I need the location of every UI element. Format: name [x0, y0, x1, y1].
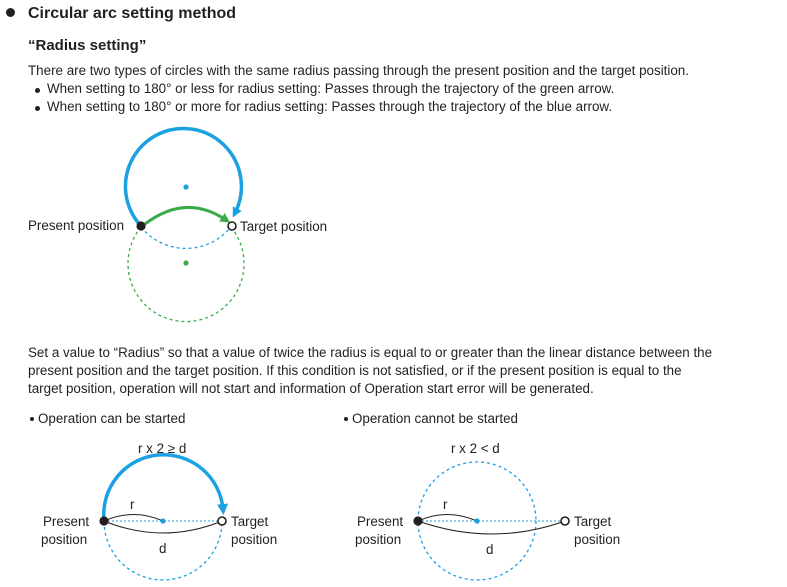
section-title: Circular arc setting method	[28, 5, 237, 22]
blue-circle-dashed-arc	[141, 227, 231, 248]
present-position-label: Present position	[28, 218, 125, 233]
ok-target-point	[218, 517, 226, 525]
bullet-item-blue: When setting to 180° or more for radius setting: Passes through the trajectory of the blue arrow.	[47, 99, 613, 114]
case-ok-d-label: d	[159, 541, 167, 556]
condition-paragraph-line-1: Set a value to “Radius” so that a value of twice the radius is equal to or greater than the linear distance between the	[28, 345, 713, 360]
bullet-dot-icon	[30, 417, 34, 421]
subsection-title: “Radius setting”	[28, 37, 147, 54]
ng-r-bracket	[418, 515, 477, 522]
case-ok-present-label-2: position	[41, 532, 88, 547]
ok-r-bracket	[104, 515, 163, 522]
case-ok-r-label: r	[130, 497, 135, 512]
bullet-item-green: When setting to 180° or less for radius setting: Passes through the trajectory of the green arrow.	[47, 81, 615, 96]
ok-blue-arc-arrow	[104, 455, 223, 520]
case-ng-target-label-2: position	[574, 532, 621, 547]
blue-arc-arrow	[125, 128, 241, 226]
ok-present-point	[99, 516, 108, 525]
intro-text: There are two types of circles with the same radius passing through the present position and the target position.	[28, 63, 689, 78]
case-ng-heading: Operation cannot be started	[352, 411, 519, 426]
ng-d-bracket	[418, 521, 565, 534]
case-ok-target-label-1: Target	[231, 514, 269, 529]
case-ng-formula: r x 2 < d	[451, 441, 500, 456]
ng-center-dot	[474, 518, 479, 523]
target-position-label: Target position	[240, 219, 328, 234]
condition-paragraph-line-2: present position and the target position. If this condition is not satisfied, or if the present position is equal to the	[28, 363, 682, 378]
green-center-dot	[183, 260, 188, 265]
present-position-point	[136, 221, 145, 230]
green-circle-dashed-arc	[128, 227, 244, 322]
ok-center-dot	[160, 518, 165, 523]
blue-center-dot	[183, 184, 188, 189]
case-ng-target-label-1: Target	[574, 514, 612, 529]
case-ok-target-label-2: position	[231, 532, 278, 547]
case-ok-present-label-1: Present	[43, 514, 90, 529]
bullet-dot-icon	[344, 417, 348, 421]
target-position-point	[228, 222, 236, 230]
case-ok-heading: Operation can be started	[38, 411, 186, 426]
case-ok-formula: r x 2 ≥ d	[138, 441, 187, 456]
ng-target-point	[561, 517, 569, 525]
condition-paragraph-line-3: target position, operation will not start and information of Operation start error will be generated.	[28, 381, 594, 396]
case-ng-present-label-2: position	[355, 532, 402, 547]
case-ng-present-label-1: Present	[357, 514, 404, 529]
ng-present-point	[413, 516, 422, 525]
case-ng-r-label: r	[443, 497, 448, 512]
case-ng-d-label: d	[486, 542, 494, 557]
green-arc-arrow	[145, 207, 226, 224]
